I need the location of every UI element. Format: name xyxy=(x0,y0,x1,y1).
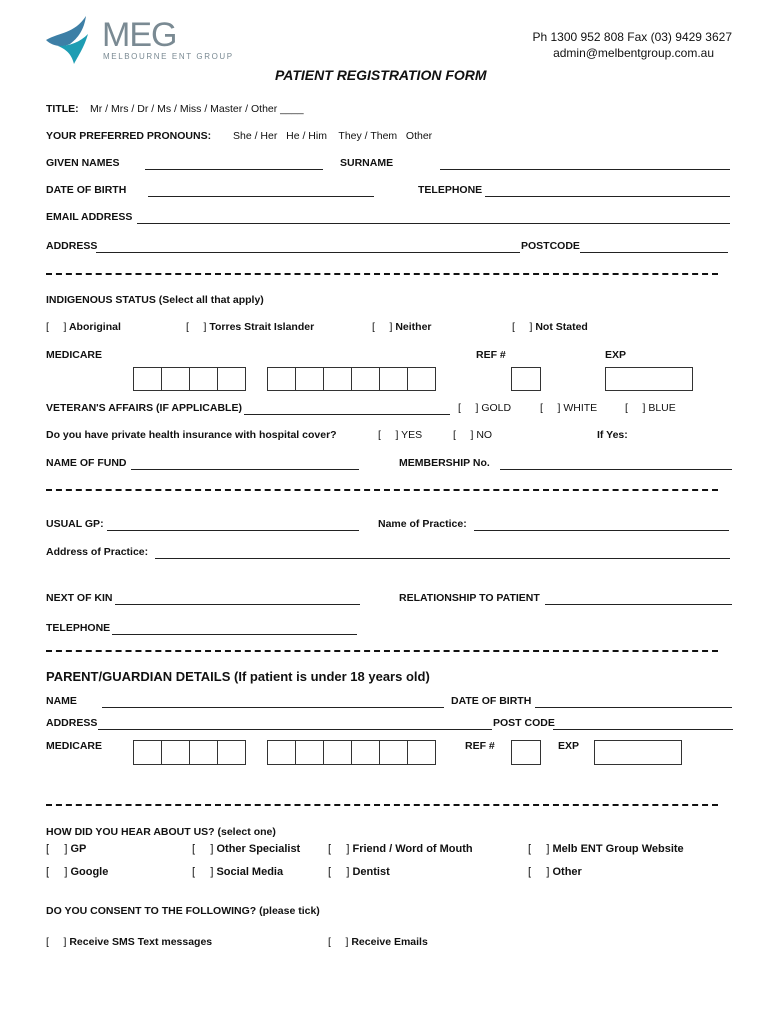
veterans-field[interactable] xyxy=(244,414,450,415)
guardian-medicare-label: MEDICARE xyxy=(46,740,103,752)
practice-name-field[interactable] xyxy=(474,530,729,531)
guardian-dob-field[interactable] xyxy=(535,707,732,708)
indigenous-option-neither[interactable]: [ ] Neither xyxy=(372,321,432,333)
veterans-option-white[interactable]: [ ] WHITE xyxy=(540,402,598,414)
insurance-question: Do you have private health insurance with hospital cover? xyxy=(46,429,337,441)
usual-gp-field[interactable] xyxy=(107,530,359,531)
surname-field[interactable] xyxy=(440,169,730,170)
section-divider xyxy=(46,273,718,275)
referral-option-website[interactable]: [ ] Melb ENT Group Website xyxy=(528,843,684,855)
guardian-exp-label: EXP xyxy=(558,740,580,752)
postcode-label: POSTCODE xyxy=(521,240,580,252)
guardian-postcode-field[interactable] xyxy=(553,729,733,730)
guardian-ref-box[interactable] xyxy=(511,740,541,765)
given-names-field[interactable] xyxy=(145,169,323,170)
guardian-postcode-label: POST CODE xyxy=(493,717,555,729)
logo xyxy=(44,14,234,66)
address-label: ADDRESS xyxy=(46,240,98,252)
relationship-field[interactable] xyxy=(545,604,732,605)
referral-question: HOW DID YOU HEAR ABOUT US? (select one) xyxy=(46,826,276,838)
logo-text: MEG xyxy=(102,16,177,54)
medicare-label: MEDICARE xyxy=(46,349,103,361)
next-of-kin-field[interactable] xyxy=(115,604,360,605)
dob-field[interactable] xyxy=(148,196,374,197)
insurance-if-yes: If Yes: xyxy=(597,429,628,441)
contact-phone: Ph 1300 952 808 Fax (03) 9429 3627 xyxy=(532,30,732,44)
title-label: TITLE: xyxy=(46,103,79,115)
fund-name-label: NAME OF FUND xyxy=(46,457,127,469)
guardian-exp-box[interactable] xyxy=(594,740,682,765)
referral-option-gp[interactable]: [ ] GP xyxy=(46,843,87,855)
telephone-field[interactable] xyxy=(485,196,730,197)
guardian-name-field[interactable] xyxy=(102,707,444,708)
guardian-dob-label: DATE OF BIRTH xyxy=(451,695,532,707)
medicare-exp-box[interactable] xyxy=(605,367,693,391)
address-field[interactable] xyxy=(96,252,520,253)
indigenous-option-torres-strait[interactable]: [ ] Torres Strait Islander xyxy=(186,321,315,333)
practice-address-field[interactable] xyxy=(155,558,730,559)
form-title: PATIENT REGISTRATION FORM xyxy=(275,67,487,83)
pronouns-label: YOUR PREFERRED PRONOUNS: xyxy=(46,130,212,142)
referral-option-dentist[interactable]: [ ] Dentist xyxy=(328,866,390,878)
surname-label: SURNAME xyxy=(340,157,394,169)
logo-subtitle: MELBOURNE ENT GROUP xyxy=(103,52,234,61)
indigenous-option-aboriginal[interactable]: [ ] Aboriginal xyxy=(46,321,121,333)
practice-name-label: Name of Practice: xyxy=(378,518,467,530)
section-divider xyxy=(46,489,718,491)
insurance-option-yes[interactable]: [ ] YES xyxy=(378,429,423,441)
pronouns-options[interactable]: She / Her He / Him They / Them Other xyxy=(233,130,433,142)
veterans-option-blue[interactable]: [ ] BLUE xyxy=(625,402,676,414)
consent-question: DO YOU CONSENT TO THE FOLLOWING? (please tick) xyxy=(46,905,320,917)
referral-option-google[interactable]: [ ] Google xyxy=(46,866,109,878)
medicare-number-boxes-a[interactable] xyxy=(133,367,245,391)
indigenous-option-not-stated[interactable]: [ ] Not Stated xyxy=(512,321,588,333)
medicare-ref-label: REF # xyxy=(476,349,506,361)
fund-name-field[interactable] xyxy=(131,469,359,470)
veterans-label: VETERAN'S AFFAIRS (IF APPLICABLE) xyxy=(46,402,242,414)
email-field[interactable] xyxy=(137,223,730,224)
guardian-ref-label: REF # xyxy=(465,740,495,752)
postcode-field[interactable] xyxy=(580,252,728,253)
medicare-exp-label: EXP xyxy=(605,349,627,361)
telephone-label: TELEPHONE xyxy=(418,184,483,196)
bird-logo-icon xyxy=(44,14,104,66)
referral-option-other-specialist[interactable]: [ ] Other Specialist xyxy=(192,843,301,855)
membership-field[interactable] xyxy=(500,469,732,470)
insurance-option-no[interactable]: [ ] NO xyxy=(453,429,493,441)
kin-telephone-label: TELEPHONE xyxy=(46,622,111,634)
given-names-label: GIVEN NAMES xyxy=(46,157,120,169)
section-divider xyxy=(46,650,718,652)
kin-telephone-field[interactable] xyxy=(112,634,357,635)
referral-option-other[interactable]: [ ] Other xyxy=(528,866,582,878)
usual-gp-label: USUAL GP: xyxy=(46,518,104,530)
guardian-medicare-boxes-a[interactable] xyxy=(133,740,245,765)
contact-email: admin@melbentgroup.com.au xyxy=(553,46,714,60)
veterans-option-gold[interactable]: [ ] GOLD xyxy=(458,402,512,414)
membership-label: MEMBERSHIP No. xyxy=(399,457,490,469)
consent-option-emails[interactable]: [ ] Receive Emails xyxy=(328,936,428,948)
indigenous-label: INDIGENOUS STATUS (Select all that apply) xyxy=(46,294,264,306)
next-of-kin-label: NEXT OF KIN xyxy=(46,592,113,604)
medicare-number-boxes-b[interactable] xyxy=(267,367,435,391)
guardian-heading: PARENT/GUARDIAN DETAILS (If patient is under 18 years old) xyxy=(46,669,430,684)
practice-address-label: Address of Practice: xyxy=(46,546,149,558)
medicare-ref-box[interactable] xyxy=(511,367,541,391)
referral-option-social-media[interactable]: [ ] Social Media xyxy=(192,866,284,878)
relationship-label: RELATIONSHIP TO PATIENT xyxy=(399,592,540,604)
section-divider xyxy=(46,804,718,806)
guardian-address-label: ADDRESS xyxy=(46,717,98,729)
title-options[interactable]: Mr / Mrs / Dr / Ms / Miss / Master / Other ____ xyxy=(90,103,304,115)
email-label: EMAIL ADDRESS xyxy=(46,211,133,223)
guardian-address-field[interactable] xyxy=(98,729,492,730)
guardian-medicare-boxes-b[interactable] xyxy=(267,740,435,765)
guardian-name-label: NAME xyxy=(46,695,77,707)
referral-option-friend[interactable]: [ ] Friend / Word of Mouth xyxy=(328,843,473,855)
consent-option-sms[interactable]: [ ] Receive SMS Text messages xyxy=(46,936,213,948)
dob-label: DATE OF BIRTH xyxy=(46,184,127,196)
